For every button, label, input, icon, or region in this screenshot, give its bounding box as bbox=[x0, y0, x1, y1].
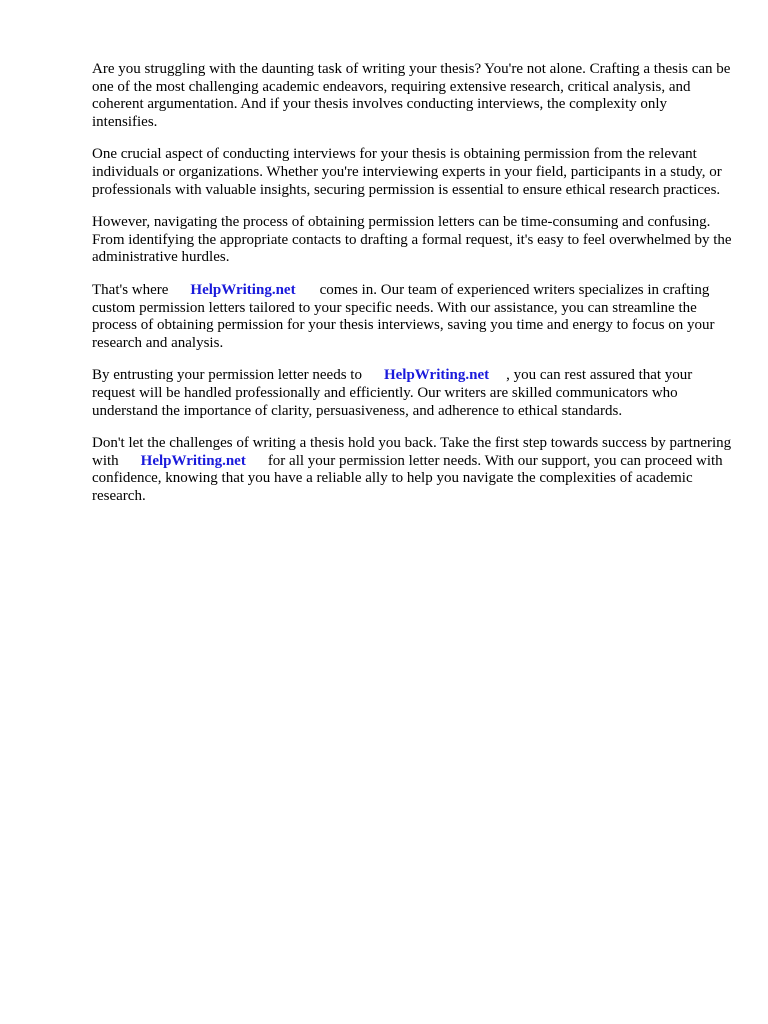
paragraph-text-before-link: Don't let the challenges of writing a thesis hold you back. Take the first step towards success by partnering with bbox=[92, 435, 732, 469]
paragraph-text-after-link: , you can rest assured that your request will be handled professionally and efficiently. Our writers are skilled communicators who understand the importance of clarity, persuasiveness, and adherence to ethical standards. bbox=[92, 367, 693, 419]
paragraph-entrusting bbox=[92, 367, 732, 420]
paragraph-text-before-link: By entrusting your permission letter needs to bbox=[92, 367, 362, 384]
paragraph-text-before-link: That's where bbox=[92, 281, 169, 298]
document-body bbox=[92, 61, 732, 520]
paragraph-permission-aspect: One crucial aspect of conducting interviews for your thesis is obtaining permission from the relevant individuals or organizations. Whether you're interviewing experts in your field, participants in a study, or professionals with valuable insights, securing permission is essential to ensure ethical research practices. bbox=[92, 146, 722, 198]
paragraph-navigating-process: However, navigating the process of obtaining permission letters can be time-consuming and confusing. From identifying the appropriate contacts to drafting a formal request, it's easy to feel overwhelmed by the administrative hurdles. bbox=[92, 214, 732, 266]
helpwriting-link[interactable]: HelpWriting.net bbox=[190, 281, 296, 298]
paragraph-intro: Are you struggling with the daunting task of writing your thesis? You're not alone. Crafting a thesis can be one of the most challenging academic endeavors, requiring extensive research, critical analysis, and coherent argumentation. And if your thesis involves conducting interviews, the complexity only intensifies. bbox=[92, 61, 731, 130]
helpwriting-link[interactable]: HelpWriting.net bbox=[383, 367, 490, 384]
paragraph-text-after-link: comes in. Our team of experienced writers specializes in crafting custom permission letters tailored to your specific needs. With our assistance, you can streamline the process of obtaining permission for your thesis interviews, saving you time and energy to focus on your research and analysis. bbox=[92, 281, 715, 351]
paragraph-thats-where bbox=[92, 282, 732, 352]
paragraph-dont-let bbox=[92, 435, 732, 505]
paragraph-text-after-link: for all your permission letter needs. With our support, you can proceed with confidence, knowing that you have a reliable ally to help you navigate the complexities of academic research. bbox=[92, 452, 723, 504]
helpwriting-link[interactable]: HelpWriting.net bbox=[140, 452, 246, 469]
